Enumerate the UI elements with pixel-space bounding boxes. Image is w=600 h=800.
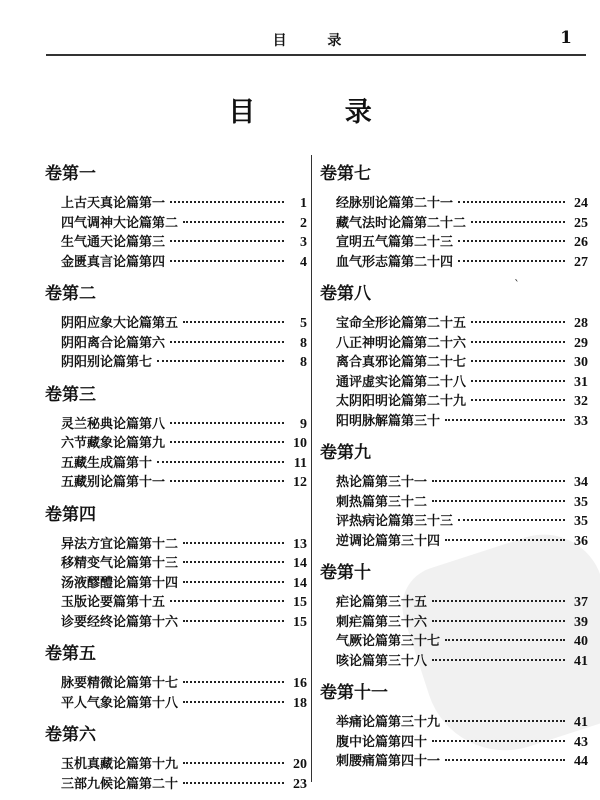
toc-entry[interactable] <box>320 593 588 613</box>
chapter-title: 四气调神大论篇第二 <box>61 215 179 231</box>
dot-leader <box>432 600 565 602</box>
chapter-page-number: 35 <box>574 514 588 529</box>
dot-leader <box>471 321 565 323</box>
dot-leader <box>183 681 284 683</box>
chapter-page-number: 18 <box>293 695 307 711</box>
chapter-page-number: 8 <box>300 335 307 351</box>
toc-entry[interactable] <box>320 214 588 234</box>
chapter-title: 玉版论要篇第十五 <box>61 595 166 610</box>
chapter-page-number: 9 <box>300 416 307 432</box>
volume-spacer <box>45 713 307 723</box>
volume-spacer <box>45 632 307 642</box>
toc-entry[interactable] <box>320 713 588 733</box>
dot-leader <box>458 240 565 242</box>
chapter-title: 灵兰秘典论篇第八 <box>61 416 166 432</box>
dot-leader <box>458 260 565 262</box>
chapter-page-number: 41 <box>574 715 588 730</box>
dot-leader <box>157 360 284 362</box>
dot-leader <box>183 782 284 784</box>
chapter-title: 阳明脉解篇第三十 <box>336 413 441 429</box>
chapter-page-number: 13 <box>293 536 307 552</box>
running-title: 目 录 <box>272 33 360 49</box>
volume-heading: 卷第六 <box>45 725 96 745</box>
toc-entry[interactable] <box>320 752 588 772</box>
dot-leader <box>183 762 284 764</box>
chapter-title: 五藏生成篇第十 <box>61 455 153 471</box>
toc-entry[interactable] <box>320 353 588 373</box>
toc-volume <box>45 383 307 493</box>
toc-entry[interactable] <box>320 373 588 393</box>
dot-leader <box>432 500 565 502</box>
toc-entry[interactable] <box>320 652 588 672</box>
chapter-page-number: 29 <box>574 335 588 351</box>
chapter-page-number: 5 <box>300 316 307 331</box>
toc-volume <box>320 162 588 272</box>
toc-entry[interactable] <box>45 674 307 694</box>
volume-heading: 卷第四 <box>45 504 96 525</box>
dot-leader <box>445 720 565 722</box>
volume-spacer <box>45 272 307 282</box>
dot-leader <box>471 221 565 223</box>
volume-spacer <box>320 551 588 561</box>
toc-entry[interactable] <box>45 214 307 234</box>
dot-leader <box>170 600 284 602</box>
toc-volume <box>45 162 307 272</box>
running-header <box>46 26 586 56</box>
dot-leader <box>432 659 565 661</box>
toc-entry[interactable] <box>45 194 307 214</box>
chapter-page-number: 20 <box>293 757 307 772</box>
chapter-title: 金匮真言论篇第四 <box>61 254 166 270</box>
toc-entry[interactable] <box>45 775 307 795</box>
volume-spacer <box>320 272 588 282</box>
dot-leader <box>170 480 284 482</box>
volume-spacer <box>320 671 588 681</box>
chapter-page-number: 39 <box>574 614 588 630</box>
chapter-title: 热论篇第三十一 <box>336 475 428 490</box>
dot-leader <box>183 620 284 622</box>
chapter-page-number: 36 <box>574 533 588 549</box>
chapter-title: 玉机真藏论篇第十九 <box>61 757 179 772</box>
chapter-page-number: 25 <box>574 215 588 231</box>
chapter-title: 脉要精微论篇第十七 <box>61 676 179 691</box>
dot-leader <box>183 321 284 323</box>
chapter-title: 阴阳别论篇第七 <box>61 355 153 370</box>
chapter-title: 气厥论篇第三十七 <box>336 634 441 649</box>
chapter-page-number: 14 <box>293 556 307 571</box>
dot-leader <box>183 581 284 583</box>
chapter-title: 刺疟篇第三十六 <box>336 614 428 630</box>
volume-heading: 卷第七 <box>320 164 371 184</box>
dot-leader <box>432 620 565 622</box>
chapter-title: 逆调论篇第三十四 <box>336 533 441 549</box>
chapter-page-number: 8 <box>300 355 307 370</box>
toc-entry[interactable] <box>320 233 588 253</box>
toc-volume <box>45 282 307 373</box>
toc-entry[interactable] <box>320 392 588 412</box>
chapter-title: 离合真邪论篇第二十七 <box>336 355 467 370</box>
volume-heading: 卷第九 <box>320 443 371 463</box>
chapter-page-number: 31 <box>574 374 588 390</box>
chapter-page-number: 2 <box>300 215 307 231</box>
chapter-title: 异法方宜论篇第十二 <box>61 536 179 552</box>
volume-spacer <box>320 431 588 441</box>
chapter-page-number: 10 <box>293 436 307 451</box>
chapter-page-number: 24 <box>574 196 588 211</box>
chapter-title: 经脉别论篇第二十一 <box>336 196 454 211</box>
chapter-page-number: 1 <box>300 196 307 211</box>
dot-leader <box>183 561 284 563</box>
chapter-page-number: 16 <box>293 676 307 691</box>
toc-volume <box>320 441 588 551</box>
dot-leader <box>432 740 565 742</box>
volume-heading: 卷第一 <box>45 164 96 184</box>
toc-entry[interactable] <box>45 755 307 775</box>
chapter-page-number: 3 <box>300 235 307 250</box>
toc-entry[interactable] <box>45 574 307 594</box>
toc-entry[interactable] <box>45 694 307 714</box>
chapter-page-number: 4 <box>300 254 307 270</box>
dot-leader <box>471 360 565 362</box>
dot-leader <box>471 399 565 401</box>
chapter-title: 咳论篇第三十八 <box>336 653 428 669</box>
volume-heading: 卷第三 <box>45 384 96 405</box>
toc-entry[interactable] <box>320 314 588 334</box>
toc-entry[interactable] <box>45 593 307 613</box>
chapter-title: 通评虚实论篇第二十八 <box>336 374 467 390</box>
dot-leader <box>170 441 284 443</box>
dot-leader <box>471 341 565 343</box>
toc-entry[interactable] <box>320 532 588 552</box>
chapter-title: 阴阳应象大论篇第五 <box>61 316 179 331</box>
chapter-title: 汤液醪醴论篇第十四 <box>61 575 179 591</box>
chapter-page-number: 43 <box>574 734 588 750</box>
chapter-page-number: 32 <box>574 394 588 409</box>
toc-entry[interactable] <box>45 535 307 555</box>
chapter-page-number: 30 <box>574 355 588 370</box>
toc-right-column <box>320 162 588 772</box>
toc-entry[interactable] <box>320 733 588 753</box>
toc-entry[interactable] <box>45 334 307 354</box>
chapter-title: 刺热篇第三十二 <box>336 494 428 510</box>
chapter-page-number: 35 <box>574 494 588 510</box>
dot-leader <box>445 639 565 641</box>
dot-leader <box>183 221 284 223</box>
chapter-page-number: 34 <box>574 475 588 490</box>
volume-heading: 卷第五 <box>45 644 96 664</box>
toc-entry[interactable] <box>320 473 588 493</box>
chapter-title: 三部九候论篇第二十 <box>61 776 179 792</box>
toc-entry[interactable] <box>320 632 588 652</box>
page-number: 1 <box>560 28 572 48</box>
toc-entry[interactable] <box>45 353 307 373</box>
chapter-title: 阴阳离合论篇第六 <box>61 335 166 351</box>
chapter-title: 宝命全形论篇第二十五 <box>336 316 467 331</box>
chapter-title: 五藏别论篇第十一 <box>61 475 166 490</box>
chapter-title: 平人气象论篇第十八 <box>61 695 179 711</box>
dot-leader <box>170 240 284 242</box>
dot-leader <box>445 759 565 761</box>
chapter-page-number: 41 <box>574 653 588 669</box>
dot-leader <box>445 539 565 541</box>
toc-entry[interactable] <box>320 512 588 532</box>
chapter-title: 举痛论篇第三十九 <box>336 715 441 730</box>
chapter-page-number: 15 <box>293 595 307 610</box>
volume-heading: 卷第八 <box>320 284 371 304</box>
dot-leader <box>471 380 565 382</box>
toc-entry[interactable] <box>45 613 307 633</box>
toc-volume <box>320 561 588 671</box>
toc-volume <box>45 503 307 633</box>
chapter-page-number: 44 <box>574 754 588 769</box>
toc-entry[interactable] <box>320 412 588 432</box>
toc-left-column <box>45 162 307 794</box>
chapter-page-number: 12 <box>293 475 307 490</box>
column-divider <box>311 155 312 782</box>
dot-leader <box>183 542 284 544</box>
dot-leader <box>445 419 565 421</box>
dot-leader <box>458 201 565 203</box>
chapter-title: 八正神明论篇第二十六 <box>336 335 467 351</box>
chapter-title: 诊要经终论篇第十六 <box>61 614 179 630</box>
dot-leader <box>170 422 284 424</box>
toc-volume <box>45 642 307 713</box>
chapter-title: 宣明五气篇第二十三 <box>336 235 454 250</box>
toc-entry[interactable] <box>320 613 588 633</box>
toc-volume <box>320 681 588 772</box>
chapter-title: 太阴阳明论篇第二十九 <box>336 394 467 409</box>
volume-heading: 卷第十 <box>320 563 371 583</box>
volume-heading: 卷第十一 <box>320 683 388 703</box>
toc-entry[interactable] <box>320 194 588 214</box>
dot-leader <box>157 461 284 463</box>
dot-leader <box>183 701 284 703</box>
chapter-page-number: 14 <box>293 575 307 591</box>
toc-entry[interactable] <box>320 253 588 273</box>
toc-entry[interactable] <box>45 554 307 574</box>
volume-heading: 卷第二 <box>45 284 96 304</box>
dot-leader <box>170 341 284 343</box>
toc-entry[interactable] <box>320 493 588 513</box>
dot-leader <box>170 260 284 262</box>
chapter-page-number: 26 <box>574 235 588 250</box>
toc-entry[interactable] <box>45 473 307 493</box>
dot-leader <box>170 201 284 203</box>
toc-entry[interactable] <box>45 314 307 334</box>
toc-entry[interactable] <box>45 253 307 273</box>
toc-entry[interactable] <box>45 434 307 454</box>
chapter-page-number: 33 <box>574 413 588 429</box>
chapter-page-number: 40 <box>574 634 588 649</box>
chapter-page-number: 28 <box>574 316 588 331</box>
chapter-page-number: 27 <box>574 254 588 270</box>
dot-leader <box>432 480 565 482</box>
stray-mark: ˋ <box>514 278 520 292</box>
chapter-title: 血气形志篇第二十四 <box>336 254 454 270</box>
toc-volume <box>45 723 307 794</box>
toc-entry[interactable] <box>45 454 307 474</box>
chapter-title: 移精变气论篇第十三 <box>61 556 179 571</box>
volume-spacer <box>45 493 307 503</box>
chapter-title: 六节藏象论篇第九 <box>61 436 166 451</box>
chapter-title: 上古天真论篇第一 <box>61 196 166 211</box>
chapter-title: 疟论篇第三十五 <box>336 595 428 610</box>
volume-spacer <box>45 373 307 383</box>
chapter-title: 藏气法时论篇第二十二 <box>336 215 467 231</box>
toc-entry[interactable] <box>45 233 307 253</box>
page-title: 目 录 <box>228 97 412 128</box>
chapter-page-number: 15 <box>293 614 307 630</box>
chapter-page-number: 23 <box>293 776 307 792</box>
chapter-title: 刺腰痛篇第四十一 <box>336 754 441 769</box>
dot-leader <box>458 519 565 521</box>
toc-entry[interactable] <box>45 415 307 435</box>
chapter-title: 评热病论篇第三十三 <box>336 514 454 529</box>
chapter-page-number: 37 <box>574 595 588 610</box>
toc-volume <box>320 282 588 431</box>
chapter-page-number: 11 <box>293 455 307 471</box>
chapter-title: 生气通天论篇第三 <box>61 235 166 250</box>
chapter-title: 腹中论篇第四十 <box>336 734 428 750</box>
toc-entry[interactable] <box>320 334 588 354</box>
